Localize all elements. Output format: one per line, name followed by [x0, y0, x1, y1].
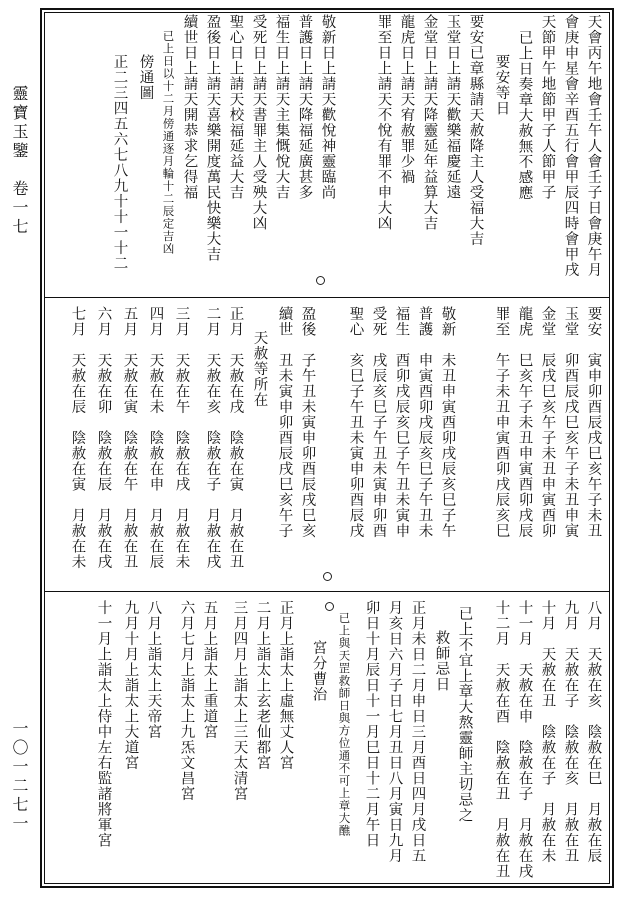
page-number-margin: 一〇一二七一: [10, 720, 29, 834]
text-column: 要安等日: [493, 54, 510, 116]
text-column: 盈後日上請天喜樂開度萬民快樂大吉: [204, 14, 221, 262]
table-column: 要安 寅申卯酉辰戌巳亥午子未丑: [585, 306, 602, 539]
text-column: 救師忌日: [433, 630, 450, 692]
text-column: 已上與天罡救師日與方位通不可上章大醮: [337, 612, 352, 837]
text-column: 普護日上請天降福延廣甚多: [296, 14, 313, 200]
table-column: 八月 天赦在亥 陰赦在巳 月赦在辰: [585, 600, 602, 864]
text-column: 五月上詣太上重道宮: [201, 600, 218, 740]
text-column: 罪至日上請天不悅有罪不申大凶: [375, 14, 392, 231]
text-column: 正月未日二月申日三月酉日四月戌日五: [409, 600, 426, 864]
text-column: 聖心日上請天校福延益大吉: [227, 14, 244, 200]
text-column: 敬新日上請天歡悅神靈臨尚: [319, 14, 336, 200]
table-column: 九月 天赦在子 陰赦在亥 月赦在丑: [562, 600, 579, 864]
text-column: 玉堂日上請天歡樂福慶延遠: [444, 14, 461, 200]
table-column: 二月 天赦在亥 陰赦在子 月赦在戌: [204, 306, 221, 570]
text-column: 龍虎日上請天宥赦罪少禍: [398, 14, 415, 185]
text-column: 二月上詣太上玄老仙都宮: [254, 600, 271, 771]
table-column: 七月 天赦在辰 陰赦在寅 月赦在未: [69, 306, 86, 570]
text-column: 八月上詣太上天帝宮: [145, 600, 162, 740]
book-title-margin: 靈寶玉鑒 卷一七: [10, 85, 29, 237]
table-column: 普護 申寅酉卯戌辰亥巳子午丑未: [416, 306, 433, 539]
text-column: 已上日以十二月傍通逐月輪十二辰定吉凶: [161, 30, 176, 255]
table-column: 五月 天赦在寅 陰赦在午 月赦在丑: [121, 306, 138, 570]
text-column: 三月四月上詣太上三天太清宮: [231, 600, 248, 802]
table-column: 四月 天赦在未 陰赦在申 月赦在辰: [147, 306, 164, 570]
text-column: 卯日十月辰日十一月巳日十二月午日: [363, 600, 380, 848]
text-column: 宮分曹治: [310, 640, 327, 702]
circle-mark: [325, 602, 334, 611]
section-divider-1: [44, 297, 610, 298]
text-column: 金堂日上請天降靈延年益算大吉: [421, 14, 438, 231]
table-column: 十一月 天赦在申 陰赦在子 月赦在戌: [516, 600, 533, 879]
table-column: 三月 天赦在午 陰赦在戌 月赦在未: [173, 306, 190, 570]
table-column: 天赦等所在: [251, 330, 268, 408]
circle-mark: [323, 572, 332, 581]
text-column: 六月七月上詣太上九炁文昌宮: [178, 600, 195, 802]
text-column: 正月上詣太上虛無丈人宮: [277, 600, 294, 771]
section-divider-2: [44, 591, 610, 592]
text-column: 要安已章縣請天赦降主人受福大吉: [467, 14, 484, 247]
text-column: 月亥日六月子日七月丑日八月寅日九月: [386, 600, 403, 864]
text-column: 續世日上請天開恭求乞得福: [181, 14, 198, 200]
text-column: 福生日上請天主集慨悅大吉: [273, 14, 290, 200]
table-column: 盈後 子午丑未寅申卯酉辰戌巳亥: [299, 306, 316, 539]
text-column: 會庚申星會辛酉五行會甲辰四時會甲戌: [562, 14, 579, 278]
table-column: 聖心 亥巳子午丑未寅申卯酉辰戌: [347, 306, 364, 539]
circle-mark: [316, 276, 325, 285]
text-column: 受死日上請天書罪主人受殃大凶: [250, 14, 267, 231]
table-column: 敬新 未丑申寅酉卯戌辰亥巳子午: [439, 306, 456, 539]
text-column: 十一月上詣太上侍中左右監諸將軍宮: [95, 600, 112, 848]
table-column: 十月 天赦在丑 陰赦在子 月赦在未: [539, 600, 556, 864]
text-column: 天節甲午地節甲子人節甲子: [539, 14, 556, 200]
table-column: 龍虎 巳亥午子未丑申寅酉卯戌辰: [516, 306, 533, 539]
table-column: 正月 天赦在戌 陰赦在寅 月赦在丑: [227, 306, 244, 570]
text-column: 正二三四五六七八九十十一十二: [111, 54, 128, 271]
table-column: 金堂 辰戌巳亥午子未丑申寅酉卯: [539, 306, 556, 539]
text-column: 已上不宜上章大熬靈師主切忌之: [456, 606, 473, 823]
table-column: 福生 酉卯戌辰亥巳子午丑未寅申: [393, 306, 410, 539]
text-column: 九月十月上詣太上大道宮: [122, 600, 139, 771]
table-column: 受死 戌辰亥巳子午丑未寅申卯酉: [370, 306, 387, 539]
text-column: 已上日奏章大赦無不感應: [516, 30, 533, 201]
table-column: 十二月 天赦在酉 陰赦在丑 月赦在丑: [493, 600, 510, 879]
table-column: 罪至 午子未丑申寅酉卯戌辰亥巳: [493, 306, 510, 539]
table-column: 六月 天赦在卯 陰赦在辰 月赦在戌: [95, 306, 112, 570]
table-column: 玉堂 卯酉辰戌巳亥午子未丑申寅: [562, 306, 579, 539]
text-column: 傍通圖: [137, 54, 154, 101]
text-column: 天會丙午地會壬午人會壬子日會庚午月: [585, 14, 602, 278]
table-column: 續世 丑未寅申卯酉辰戌巳亥午子: [276, 306, 293, 539]
